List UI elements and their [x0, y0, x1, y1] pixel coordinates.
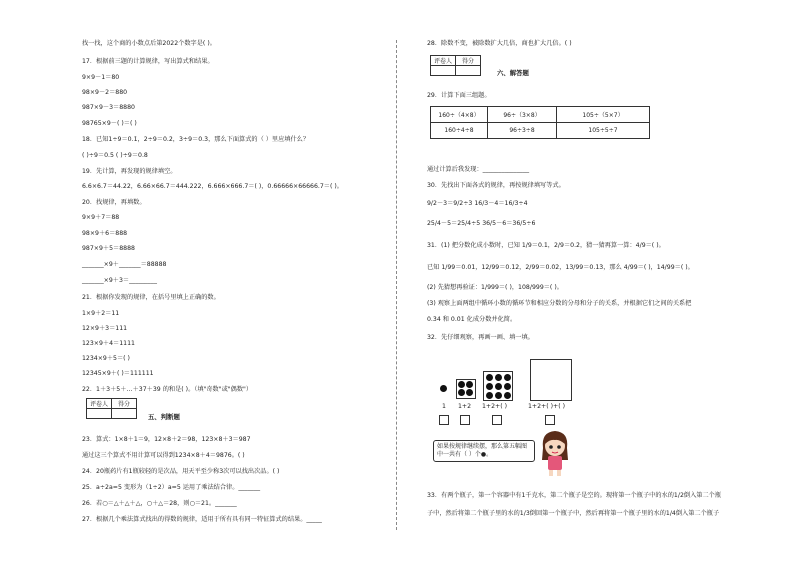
dot [486, 383, 493, 390]
q22-title: 22．1＋3＋5＋…＋37＋39 的和是( )。（填"奇数"或"偶数"） [82, 386, 253, 393]
score-reviewer-cell[interactable] [87, 409, 112, 419]
q30-title: 30．先找出下面各式的规律，再按规律填写等式。 [427, 182, 565, 189]
table-cell: 160÷（4×8） [431, 107, 488, 123]
q20-c: 987×9＋5＝8888 [82, 245, 135, 252]
table-row [431, 107, 650, 123]
table-cell: 105÷（5×7） [557, 107, 650, 123]
figure-label-4: 1+2+( )+( ) [528, 403, 566, 410]
score-points-cell[interactable] [112, 409, 137, 419]
dot [486, 374, 493, 381]
answer-box-3[interactable] [492, 415, 502, 425]
table-cell: 105÷5÷7 [557, 123, 650, 139]
q17-c: 987×9－3＝8880 [82, 104, 135, 111]
column-divider [396, 40, 397, 530]
section-6-title: 六、解答题 [497, 69, 529, 77]
q32-title: 32．先仔细观察，再画一画、填一填。 [427, 334, 534, 341]
q20-b: 98×9＋6＝888 [82, 230, 128, 237]
table-cell: 96÷（3×8） [488, 107, 557, 123]
q17-title: 17．根据前三题的计算规律，写出算式和结果。 [82, 58, 214, 65]
answer-box-2[interactable] [460, 415, 470, 425]
dot [504, 383, 511, 390]
q33-title: 33．有两个瓶子，第一个容器中有1千克水，第二个瓶子是空的。现将第一个瓶子中的水的1/2倒入第二个瓶 [427, 492, 722, 499]
q21-d: 1234×9＋5＝( ) [82, 355, 130, 362]
q30-a: 9/2－3＝9/2÷3 16/3－4＝16/3÷4 [427, 200, 528, 207]
score-table-left [86, 398, 137, 419]
q20-d: _______×9＋_______＝88888 [82, 261, 167, 268]
score-points-label: 得分 [456, 56, 481, 66]
dot [495, 392, 502, 399]
q18-a: ( )÷9＝0.5̇ ( )÷9＝0.8̇ [82, 152, 148, 159]
score-reviewer-label: 评卷人 [431, 56, 456, 66]
q24-title: 24．20瓶药片有1瓶较轻的是次品，用天平至少称3次可以找出次品。( ) [82, 468, 280, 475]
q30-b: 25/4－5＝25/4÷5 36/5－6＝36/5÷6 [427, 220, 536, 227]
left-line-1: 找一找，这个商的小数点后第2022个数字是( )。 [82, 40, 216, 47]
dot [495, 383, 502, 390]
q26-title: 26．若○＝△＋△＋△，○＋△＝28，则○＝21。_______ [82, 500, 237, 507]
figure-label-2: 1+2 [458, 403, 472, 410]
q17-d: 98765×9－( )＝( ) [82, 120, 137, 127]
table-row [431, 123, 650, 139]
score-reviewer-label: 评卷人 [87, 399, 112, 409]
q29-title: 29．计算下面三组题。 [427, 92, 491, 99]
dot [466, 389, 473, 396]
q21-e: 12345×9＋( )＝111111 [82, 370, 154, 377]
girl-illustration [535, 428, 575, 478]
dot [458, 381, 465, 388]
q31-title: 31．(1) 把分数化成小数时，已知 1/9＝0.1̇，2/9＝0.2̇，猜一猜再算一算：4/9＝( )。 [427, 242, 665, 249]
q29-table [430, 106, 650, 139]
q20-a: 9×9＋7＝88 [82, 214, 120, 221]
figure-label-1: 1 [442, 403, 446, 410]
dot [440, 385, 447, 392]
score-table-right [430, 55, 481, 76]
table-cell: 160÷4÷8 [431, 123, 488, 139]
q23-title: 23．算式：1×8＋1＝9，12×8＋2＝98，123×8＋3＝987 [82, 436, 251, 443]
dot [486, 392, 493, 399]
dot [504, 392, 511, 399]
q21-a: 1×9＋2＝11 [82, 310, 120, 317]
q20-title: 20．找规律，再填数。 [82, 199, 146, 206]
q31-b: 已知 1/99＝0.01̇，12/99＝0.1̇2̇，2/99＝0.0̇2̇，13/99＝0.1̇3̇，那么 4/99＝( )，14/99＝( )。 [427, 264, 694, 271]
q31-d: (3) 观察上面两组中循环小数的循环节和相应分数的分母和分子的关系，并根据它们之间的关系把 [427, 300, 692, 307]
q27-title: 27．根据几个乘法算式找出的得数的规律，适用于所有具有同一特征算式的结果。_____ [82, 516, 322, 523]
dot-figure-2 [456, 379, 476, 399]
q29-finding: 通过计算后我发现：_______________ [427, 166, 530, 173]
dot [495, 374, 502, 381]
q25-title: 25．a÷2a=5 变形为（1÷2）a=5 运用了乘法结合律。_______ [82, 484, 261, 491]
score-points-label: 得分 [112, 399, 137, 409]
q28-title: 28．除数不变，被除数扩大几倍，商也扩大几倍。( ) [427, 40, 572, 47]
q19-a: 6.6×6.7＝44.22，6.66×66.7＝444.222，6.666×666.7＝( )，0.66666×66666.7＝( )。 [82, 183, 343, 190]
q33-b: 子中，然后将第二个瓶子里的水的1/3倒回第一个瓶子中，然后再将第一个瓶子里的水的1/4倒入第二个瓶子 [427, 510, 720, 517]
q19-title: 19．先计算，再发现的规律填空。 [82, 168, 177, 175]
answer-box-1[interactable] [439, 415, 449, 425]
q23-b: 通过这三个算式不用计算可以得到1234×8＋4＝9876。( ) [82, 452, 245, 459]
q31-c: (2) 先猜想再验证：1/999＝( )，108/999＝( )。 [427, 284, 563, 291]
q21-b: 12×9＋3＝111 [82, 325, 128, 332]
dot [458, 389, 465, 396]
table-cell: 96÷3÷8 [488, 123, 557, 139]
dot [466, 381, 473, 388]
q20-e: _______×9＋3＝_________ [82, 277, 157, 284]
dot [504, 374, 511, 381]
speech-bubble: 如果按规律继续摆，那么第五幅图中一共有（ ）个●。 [433, 440, 535, 462]
answer-box-4[interactable] [545, 415, 555, 425]
score-points-cell[interactable] [456, 66, 481, 76]
dot-figure-4 [530, 359, 572, 401]
figure-label-3: 1+2+( ) [482, 403, 508, 410]
q17-a: 9×9－1＝80 [82, 74, 120, 81]
q21-c: 123×9＋4＝1111 [82, 340, 135, 347]
q17-b: 98×9－2＝880 [82, 89, 128, 96]
score-reviewer-cell[interactable] [431, 66, 456, 76]
section-5-title: 五、判断题 [148, 413, 180, 421]
q21-title: 21．根据你发现的规律，在括号里填上正确的数。 [82, 294, 220, 301]
dot-figure-3 [483, 371, 513, 401]
q31-e: 0.3̇4̇ 和 0.0̇1̇ 化成分数并化简。 [427, 316, 517, 323]
q18-title: 18．已知1÷9＝0.1̇，2÷9＝0.2̇，3÷9＝0.3̇，那么下面算式的（ ）里应填什么？ [82, 136, 310, 143]
